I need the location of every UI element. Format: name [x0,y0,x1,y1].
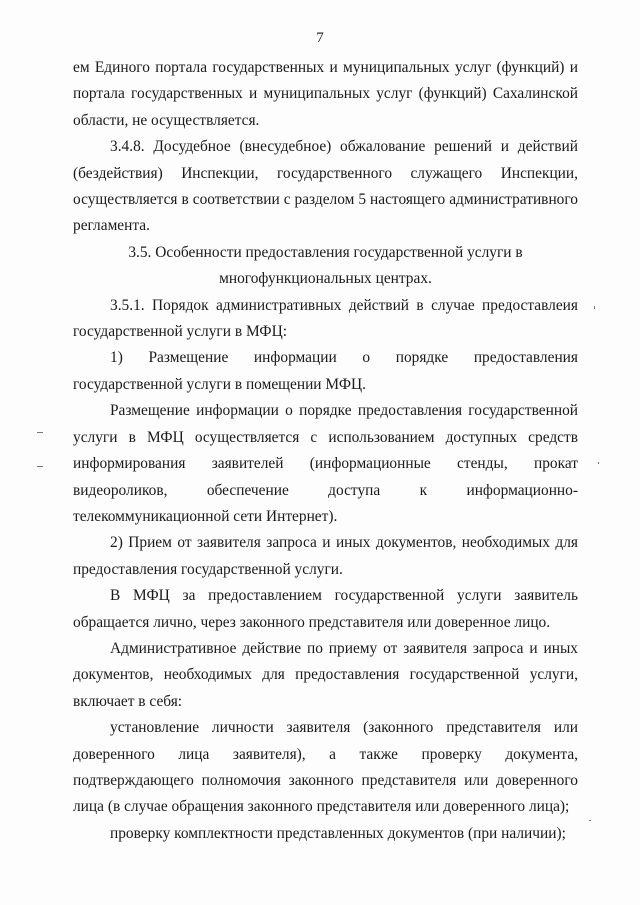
paragraph-admin-action: Административное действие по приему от заявителя запроса и иных документов, необходимых для предоставления государственной услуги, включает в себя: [73,639,578,710]
scan-mark [37,466,43,467]
paragraph-completeness-check: проверку комплектности представленных документов (при наличии); [110,824,566,842]
paragraph-info-placement: Размещение информации о порядке предоставления государственной услуги в МФЦ осуществляется с использованием доступных средств информирования заявителей (информационные стенды, прокат видеороликов, обеспечение доступа к информационно-телекоммуникационной сети Интернет). [73,402,578,525]
document-body [73,55,578,847]
section-heading-3-5: 3.5. Особенности предоставления государственной услуги в многофункциональных центрах. [128,243,523,288]
scan-speck [589,820,591,821]
scan-mark [37,432,43,433]
paragraph-item-2: 2) Прием от заявителя запроса и иных документов, необходимых для предоставления государственной услуги. [73,534,578,578]
page-number: 7 [316,30,324,46]
paragraph-continuation: ем Единого портала государственных и муниципальных услуг (функций) и портала государственных и муниципальных услуг (функций) Сахалинской области, не осуществляется. [73,59,578,129]
scan-speck [598,462,599,464]
scan-speck [594,306,595,309]
paragraph-personal-appeal: В МФЦ за предоставлением государственной услуги заявитель обращается лично, через законного представителя или доверенное лицо. [73,587,578,631]
paragraph-3-4-8: 3.4.8. Досудебное (внесудебное) обжалование решений и действий (бездействия) Инспекции, государственного служащего Инспекции, осуществляется в соответствии с разделом 5 настоящего административного регламента. [73,138,578,235]
paragraph-3-5-1: 3.5.1. Порядок административных действий в случае предоставлеия государственной услуги в МФЦ: [73,296,578,341]
paragraph-item-1: 1) Размещение информации о порядке предоставления государственной услуги в помещении МФЦ. [73,349,578,393]
paragraph-identity-check: установление личности заявителя (законного представителя или доверенного лица заявителя), а также проверку документа, подтверждающего полномочия законного представителя или доверенного лица (в случае обращения законного представителя или доверенного лица); [73,719,578,816]
